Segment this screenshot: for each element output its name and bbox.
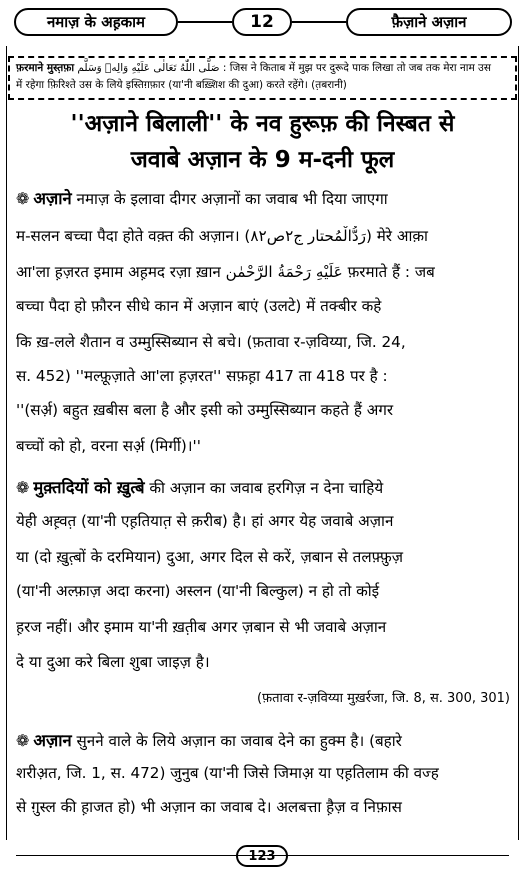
header-chapter-title: फ़ैज़ाने अज़ान bbox=[346, 8, 512, 36]
section-title-line-1: ''अज़ाने बिलाली'' के नव हुरूफ़ की निस्बत से bbox=[70, 111, 455, 137]
body-line-text: ह़रज नहीं। और इमाम या'नी ख़त़ीब अगर ज़बान से भी जवाबे अज़ान bbox=[16, 618, 387, 636]
body-line bbox=[16, 436, 510, 456]
body-line bbox=[16, 797, 510, 817]
body-line bbox=[16, 262, 510, 282]
body-line-text: (फ़तावा र-ज़विय्या मुख़र्रजा, जि. 8, स. 300, 301) bbox=[257, 691, 510, 706]
hadith-notice-box bbox=[8, 56, 517, 100]
body-line bbox=[16, 581, 510, 601]
notice-line-1 bbox=[16, 60, 509, 77]
flower-bullet-icon: ❁ bbox=[16, 478, 30, 497]
body-line bbox=[16, 475, 510, 498]
body-line-text: येही अह़्वत़ (या'नी एह़तियात़ से क़रीब) है। हां अगर येह जवाबे अज़ान bbox=[16, 512, 394, 530]
body-line bbox=[16, 617, 510, 637]
body-line bbox=[16, 547, 510, 567]
header-book-title: नमाज़ के अह़काम bbox=[14, 8, 178, 36]
body-line bbox=[16, 688, 510, 706]
body-line-text: ''(सर्अ़) बहुत ख़बीस बला है और इसी को उम्मुस्सिब्यान कहते हैं अगर bbox=[16, 401, 394, 419]
body-line bbox=[16, 400, 510, 420]
body-line-text: या (दो ख़ुत़्बों के दरमियान) दुआ, अगर दिल से करें, ज़बान से तलफ़्फ़ुज़ bbox=[16, 548, 404, 566]
body-line-text: दे या दुआ करे बिला शुबा जाइज़ है। bbox=[16, 653, 210, 671]
notice-label: फ़रमाने मुस्त़फ़ा bbox=[16, 62, 75, 74]
footer-page-number: 123 bbox=[236, 845, 288, 867]
header-rule-left bbox=[178, 21, 232, 23]
body-line bbox=[16, 186, 510, 209]
body-line bbox=[16, 763, 510, 783]
body-line-text: शरीअ़त, जि. 1, स. 472) जुनुब (या'नी जिसे जिमाअ़ या एह़तिलाम की वज्ह bbox=[16, 764, 439, 782]
body-line-text: कि ख़-लले शैतान व उम्मुस्सिब्यान से बचे। (फ़तावा र-ज़विय्या, जि. 24, bbox=[16, 333, 406, 351]
body-line-text: से ग़ुस्ल की ह़ाजत हो) भी अज़ान का जवाब दे। अलबत्ता ह़ैज़ व निफ़ास bbox=[16, 798, 402, 816]
paragraph-lead: अज़ान bbox=[33, 731, 72, 750]
body-line bbox=[16, 226, 510, 246]
flower-bullet-icon: ❁ bbox=[16, 189, 30, 208]
paragraph-lead: मुक़्तदियों को ख़ुत्बे bbox=[33, 478, 145, 497]
body-line bbox=[16, 511, 510, 531]
body-line-text: बच्चों को हो, वरना सर्अ़ (मिर्गी)।'' bbox=[16, 437, 201, 455]
header-page-number: 12 bbox=[232, 8, 292, 36]
body-line-text: नमाज़ के इलावा दीगर अज़ानों का जवाब भी दिया जाएगा bbox=[71, 190, 388, 208]
section-title-line-2: जवाबे अज़ान के 9 म-दनी फूल bbox=[130, 147, 395, 173]
body-line bbox=[16, 728, 510, 751]
header-rule-right bbox=[292, 21, 346, 23]
flower-bullet-icon: ❁ bbox=[16, 731, 30, 750]
body-line bbox=[16, 332, 510, 352]
notice-salutation: صَلَّى اللّٰهُ تَعَالٰى عَلَيْهِ وَالِهٖ وَسَلَّم bbox=[77, 62, 220, 74]
body-line-text: म-सलन बच्चा पैदा होते वक़्त की अज़ान। (رَدُّالْمُحتار ج۲ص۸۲) मेरे आक़ा bbox=[16, 227, 428, 245]
body-line-text: (या'नी अल्फ़ाज़ अदा करना) अस्लन (या'नी बिल्कुल) न हो तो कोई bbox=[16, 582, 380, 600]
paragraph-lead: अज़ाने bbox=[33, 189, 72, 208]
notice-line-2: में रहेगा फ़िरिश्ते उस के लिये इस्तिग़फ़ार (या'नी बख़्शिश की दुआ) करते रहेंगे। (त़बरानी) bbox=[16, 79, 347, 91]
body-line bbox=[16, 366, 510, 386]
body-line bbox=[16, 652, 510, 672]
body-line bbox=[16, 296, 510, 316]
body-line-text: सुनने वाले के लिये अज़ान का जवाब देने का हुक्म है। (बहारे bbox=[71, 732, 402, 750]
body-line-text: की अज़ान का जवाब हरगिज़ न देना चाहिये bbox=[144, 479, 384, 497]
body-line-text: आ'ला ह़ज़रत इमाम अह़मद रज़ा ख़ान عَلَيْهِ رَحْمَةُ الرَّحْمٰن फ़रमाते हैं : जब bbox=[16, 263, 435, 281]
notice-line-1-text: : जिस ने किताब में मुझ पर दुरूदे पाक लिखा तो जब तक मेरा नाम उस bbox=[222, 62, 491, 74]
body-line-text: स. 452) ''मल्फ़ूज़ाते आ'ला ह़ज़रत'' सफ़ह़ा 417 ता 418 पर है : bbox=[16, 367, 388, 385]
body-line-text: बच्चा पैदा हो फ़ौरन सीधे कान में अज़ान बाएं (उलटे) में तक्बीर कहे bbox=[16, 297, 382, 315]
